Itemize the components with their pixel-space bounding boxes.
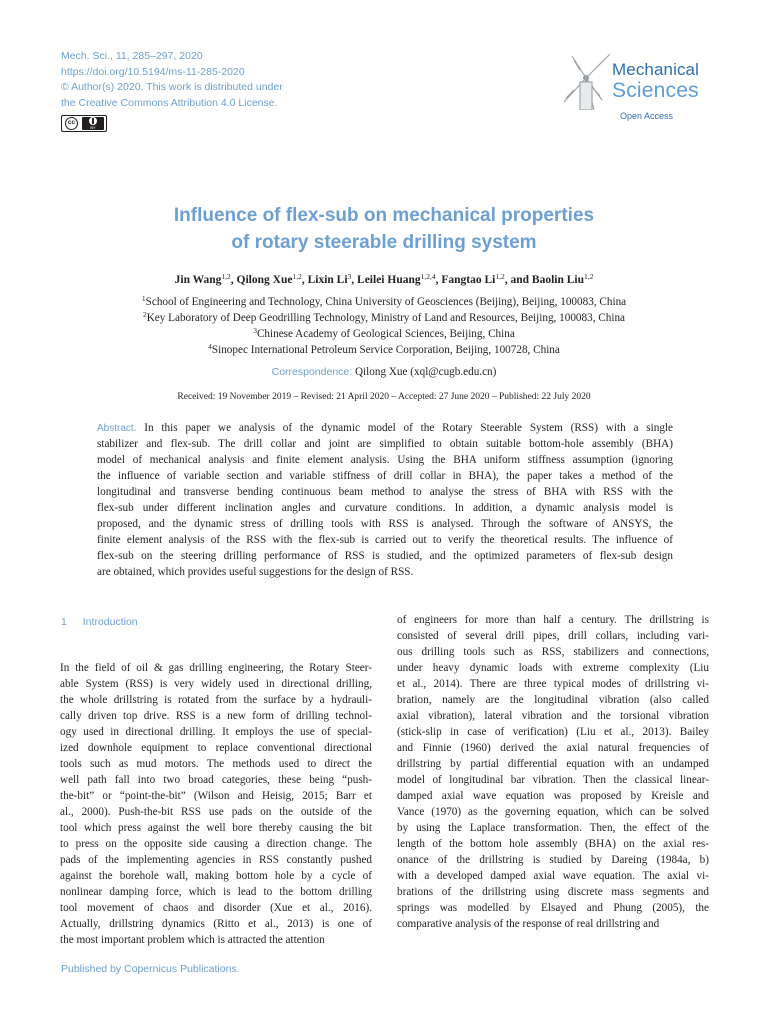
body-text-line-text: pads of the implementing agencies in RSS constantly pushed [60,854,372,866]
body-text-line-text: Vance (1970) as the governing equation, which can be solved [397,806,709,818]
affiliation-number: 3 [253,326,257,335]
abstract-line [97,532,673,548]
body-text-line [60,868,372,884]
body-text-line [397,900,709,916]
abstract-line-text: the influence of variable section and variable stiffness of drill collar in BHA), the paper takes a method of the [97,470,673,482]
body-text-line [60,756,372,772]
body-text-line-text: axial vibration), lateral vibration and the torsional vibration [397,710,709,722]
body-text-line-text: length of the bottom hole assembly (BHA) on the axial res- [397,838,709,850]
body-column-left [60,660,372,948]
affiliation-number: 2 [142,310,147,319]
body-text-line [397,676,709,692]
copyright-line-2[interactable]: the Creative Commons Attribution 4.0 License. [61,96,278,109]
body-text-line-text: against the borehole wall, making bottom hole by a cycle of [60,870,372,882]
creative-commons-icon: cc [65,117,78,130]
copyright-line-1: © Author(s) 2020. This work is distributed under [61,81,283,93]
body-text-line-text: of engineers for more than half a century. The drillstring is [397,614,709,626]
author-affiliation-marker: 1,2 [495,272,505,281]
correspondence-label: Correspondence: [271,366,353,378]
body-text-line-text: ogy used in directional drilling. It employs the use of special- [60,726,372,738]
author-separator: , [351,274,358,286]
body-text-line [397,884,709,900]
body-text-line [397,772,709,788]
abstract-line-text: model of mechanical analysis and finite element analysis. Using the BHA uniform stiffness assumption (ignoring [97,454,673,466]
body-text-line [60,836,372,852]
body-text-line-text: Actually, drillstring dynamics (Ritto et al., 2013) is one of [60,918,372,930]
body-text-line [60,692,372,708]
body-text-line [397,692,709,708]
body-text-line-text: to press on the opposite side causing a direction change. The [60,838,372,850]
abstract-line [97,468,673,484]
body-text-line-text: ous drilling tools such as RSS, stabilizers and connections, [397,646,709,658]
body-text-line-text: able System (RSS) is very widely used in directional drilling, [60,678,372,690]
body-text-line-text: tool movement of chaos and disorder (Xue et al., 2016). [60,902,372,914]
abstract-line [97,420,673,436]
body-text-line-text: al., 2000). Push-the-bit RSS use pads on the outside of the [60,806,372,818]
body-text-line-text: comparative analysis of the response of real drillstring and [397,918,660,930]
author-affiliation-marker: 1,2 [584,272,594,281]
body-text-line [60,852,372,868]
by-label: BY [90,125,96,130]
abstract-line-text: proposed, and the dynamic stress of drilling tools with RSS is analysed. Through the software of ANSYS, the [97,518,673,530]
affiliation [60,326,708,342]
body-text-line [397,628,709,644]
abstract-line [97,516,673,532]
body-text-line-text: the most important problem which is attracted the attention [60,934,325,946]
journal-name-line-2: Sciences [612,79,699,102]
author-name: Lixin Li [307,274,348,286]
cc-by-license-icon[interactable] [61,115,107,132]
affiliation-number: 4 [208,342,212,351]
abstract-line [97,548,673,564]
body-text-line [397,868,709,884]
body-column-right [397,612,709,932]
abstract-line-text: In this paper we analysis of the dynamic model of the Rotary Steerable System (RSS) with a single [144,422,673,434]
body-text-line-text: tools such as mud motors. The methods used to direct the [60,758,372,770]
body-text-line-text: consisted of several drill pipes, drill collars, including vari- [397,630,709,642]
title-line-2: of rotary steerable drilling system [231,232,537,253]
section-title: Introduction [82,616,138,628]
body-text-line-text: cally driven top drive. RSS is a new form of drilling technol- [60,710,372,722]
body-text-line [397,804,709,820]
body-text-line [397,820,709,836]
body-text-line-text: by using the Laplace transformation. Then, the effect of the [397,822,709,834]
title-line-1: Influence of flex-sub on mechanical properties [173,205,595,226]
body-text-line-text: onance of the drillstring is studied by Dareing (1984a, b) [397,854,709,866]
body-text-line-text: well path fall into two broad categories, these being “push- [60,774,372,786]
publisher-footer[interactable]: Published by Copernicus Publications. [61,963,240,975]
body-text-line [397,836,709,852]
attribution-icon [82,117,104,130]
body-text-line [60,724,372,740]
abstract-line-text: flex-sub under different inclination angles and curvature conditions. In addition, a dynamic analysis model is [97,502,673,514]
body-text-line-text: et al., 2014). There are three typical modes of drillstring vi- [397,678,709,690]
body-text-line-text: In the field of oil & gas drilling engineering, the Rotary Steer- [60,662,372,674]
body-text-line [397,788,709,804]
body-text-line [397,740,709,756]
author-affiliation-marker: 3 [347,272,352,281]
affiliation-list [60,294,708,358]
body-text-line-text: drillstring by partial differential equation with an undamped [397,758,709,770]
author-affiliation-marker: 1,2 [221,272,231,281]
article-header-meta [61,49,283,111]
body-text-line-text: damped axial wave equation was proposed by Kreisle and [397,790,709,802]
author-list [60,272,708,288]
abstract-line-text: are obtained, which provides useful suggestions for the design of RSS. [97,566,414,578]
author-affiliation-marker: 1,2,4 [420,272,436,281]
body-text-line [60,772,372,788]
journal-name-line-1: Mechanical [612,60,699,79]
body-text-line [397,644,709,660]
abstract-line-text: longitudinal and transverse bending continuous beam method to analyse the stress of BHA with RSS with the [97,486,673,498]
body-text-line [60,884,372,900]
body-text-line-text: brations of the drillstring using discrete mass segments and [397,886,709,898]
abstract-line-text: flex-sub on the steering drilling performance of RSS is studied, and the optimized parameters of flex-sub design [97,550,673,562]
author-affiliation-marker: 1,2 [292,272,302,281]
abstract-line [97,452,673,468]
body-text-line [397,708,709,724]
body-text-line-text: model of longitudinal bar vibration. Then the classical linear- [397,774,709,786]
body-text-line-text: under heavy dynamic loads with extreme complexity (Liu [397,662,709,674]
abstract-line [97,436,673,452]
body-text-line [397,724,709,740]
doi-link[interactable]: https://doi.org/10.5194/ms-11-285-2020 [61,65,245,78]
affiliation-text: Chinese Academy of Geological Sciences, Beijing, China [256,328,515,340]
abstract-line [97,500,673,516]
body-text-line-text: (stick-slip in case of verification) (Liu et al., 2013). Bailey [397,726,709,738]
body-text-line [60,804,372,820]
affiliation [60,342,708,358]
publication-dates: Received: 19 November 2019 – Revised: 21 April 2020 – Accepted: 27 June 2020 – Published: 22 July 2020 [177,392,591,402]
body-text-line [60,916,372,932]
affiliation-text: Key Laboratory of Deep Geodrilling Technology, Ministry of Land and Resources, Beijing, 100083, China [146,312,626,324]
body-text-line [60,708,372,724]
journal-citation: Mech. Sci., 11, 285–297, 2020 [61,50,203,62]
abstract-line-text: finite element analysis of the RSS with the flex-sub is carried out to verify the theoretical results. The influence of [97,534,673,546]
affiliation-text: Sinopec International Petroleum Service Corporation, Beijing, 100728, China [211,344,560,356]
article-title [60,202,708,256]
body-text-line-text: tool which press against the well bore thereby causing the bit [60,822,372,834]
abstract-line [97,564,673,580]
correspondence-text[interactable]: Qilong Xue (xql@cugb.edu.cn) [354,366,497,378]
abstract-line [97,484,673,500]
open-access-label: Open Access [620,111,674,121]
body-text-line-text: nonlinear damping force, which is lead to the bottom drilling [60,886,372,898]
body-text-line-text: the-bit” or “point-the-bit” (Wilson and Heisig, 2015; Barr et [60,790,372,802]
affiliation-number: 1 [141,294,146,303]
body-text-line [60,676,372,692]
body-text-line [397,660,709,676]
abstract-label: Abstract. [97,423,145,434]
body-text-line [60,740,372,756]
body-text-line [397,852,709,868]
body-text-line-text: with a developed damped axial wave equation. The axial vi- [397,870,709,882]
body-text-line [397,756,709,772]
body-text-line-text: ized downhole equipment to replace conventional directional [60,742,372,754]
person-icon [89,117,97,125]
author-name: Jin Wang [174,274,222,286]
author-name: Leilei Huang [357,274,421,286]
body-text-line-text: and Finnie (1960) derived the axial natural frequencies of [397,742,709,754]
author-separator: , [230,274,237,286]
affiliation-text: School of Engineering and Technology, China University of Geosciences (Beijing), Beijing, 100083, China [145,296,627,308]
abstract [97,420,673,580]
author-name: Qilong Xue [236,274,293,286]
body-text-line [60,820,372,836]
affiliation [60,310,708,326]
correspondence [60,366,708,378]
body-text-line [60,660,372,676]
body-text-line [60,932,372,948]
body-text-line-text: bration, namely are the longitudinal vibration (also called [397,694,709,706]
author-name: Baolin Liu [531,274,584,286]
author-name: Fangtao Li [441,274,496,286]
body-text-line-text: springs was modelled by Elsayed and Phung (2005), the [397,902,709,914]
section-heading [61,616,138,628]
body-text-line [397,916,709,932]
body-text-line [60,788,372,804]
author-separator: , [435,274,442,286]
body-text-line [397,612,709,628]
author-separator: , and [504,274,532,286]
section-number: 1 [61,616,67,628]
abstract-line-text: stabilizer and flex-sub. The drill collar and joint are simplified to obtain suitable bottom-hole assembly (BHA) [97,438,673,450]
body-text-line [60,900,372,916]
author-separator: , [301,274,308,286]
body-text-line-text: the whole drillstring is rotated from the surface by a hydrauli- [60,694,372,706]
affiliation [60,294,708,310]
windmill-icon [560,48,620,110]
